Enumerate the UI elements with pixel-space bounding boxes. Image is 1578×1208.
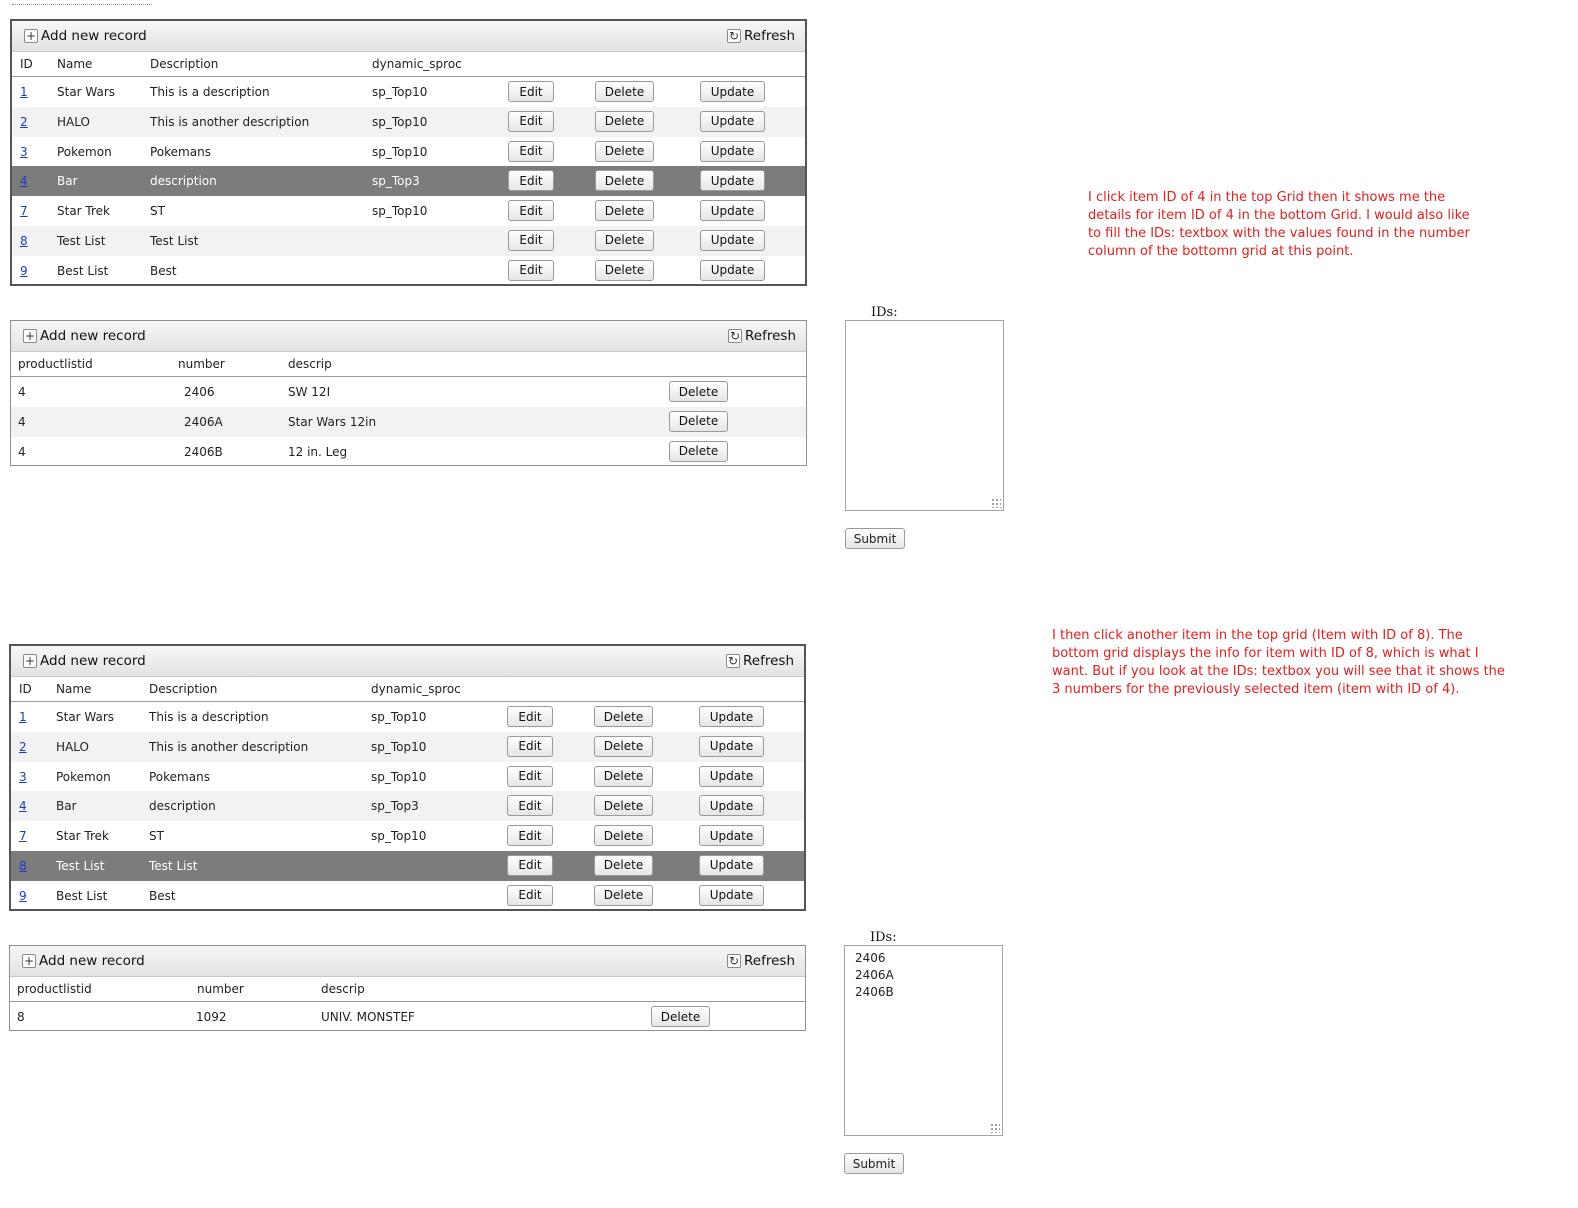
update-button[interactable]: Update — [699, 885, 764, 906]
edit-button[interactable]: Edit — [508, 230, 554, 251]
delete-button[interactable]: Delete — [595, 111, 654, 132]
name-cell: Star Trek — [56, 829, 109, 844]
edit-button[interactable]: Edit — [508, 81, 554, 102]
table-row[interactable] — [11, 851, 804, 881]
id-link[interactable]: 7 — [19, 829, 27, 844]
update-button[interactable]: Update — [700, 141, 765, 162]
name-cell: HALO — [56, 739, 89, 754]
submit-button[interactable]: Submit — [845, 528, 905, 549]
sproc-cell: sp_Top10 — [371, 710, 427, 724]
description-cell: This is a description — [149, 710, 269, 724]
refresh-label: Refresh — [744, 28, 795, 44]
sproc-cell: sp_Top10 — [372, 85, 428, 99]
column-header-description[interactable]: Description — [150, 57, 219, 71]
edit-button[interactable]: Edit — [507, 706, 553, 727]
update-button[interactable]: Update — [699, 825, 764, 846]
column-header-id[interactable]: ID — [20, 57, 33, 71]
id-link[interactable]: 4 — [19, 799, 27, 814]
sproc-cell: sp_Top10 — [372, 204, 428, 219]
add-new-record-label: Add new record — [39, 953, 145, 969]
id-link[interactable]: 2 — [20, 114, 28, 129]
delete-button[interactable]: Delete — [669, 441, 728, 462]
column-header-description[interactable]: Description — [149, 682, 218, 696]
annotation-note-2: I then click another item in the top grid (Item with ID of 8). The bottom grid displays the info for item with ID of 8, which is what I want. But if you look at the IDs: textbox you will see that it shows the 3 numbers for the previously selected item (item with ID of 4). — [1052, 628, 1505, 697]
column-header-dynamic-sproc[interactable]: dynamic_sproc — [372, 57, 462, 71]
delete-button[interactable]: Delete — [594, 825, 653, 846]
name-cell: Star Wars — [57, 85, 116, 99]
master-rows — [12, 77, 805, 286]
table-row[interactable] — [11, 881, 804, 911]
update-button[interactable]: Update — [699, 706, 764, 727]
name-cell: Pokemon — [56, 769, 111, 784]
column-header-descrip[interactable]: descrip — [321, 982, 365, 996]
id-link[interactable]: 3 — [19, 769, 27, 784]
delete-button[interactable]: Delete — [595, 230, 654, 251]
description-cell: description — [150, 174, 217, 189]
delete-button[interactable]: Delete — [594, 736, 653, 757]
id-link[interactable]: 9 — [20, 263, 28, 278]
descrip-cell: SW 12I — [288, 385, 331, 399]
refresh-button[interactable] — [728, 328, 796, 344]
update-button[interactable]: Update — [700, 170, 765, 191]
delete-button[interactable]: Delete — [595, 200, 654, 221]
detail-grid-1 — [10, 320, 807, 466]
descrip-cell: Star Wars 12in — [288, 414, 377, 429]
sproc-cell: sp_Top10 — [371, 739, 427, 754]
refresh-icon: ↻ — [728, 29, 740, 43]
edit-button[interactable]: Edit — [508, 200, 554, 221]
command-bar — [11, 646, 804, 677]
update-button[interactable]: Update — [699, 766, 764, 787]
refresh-label: Refresh — [745, 328, 796, 344]
master-rows — [11, 702, 804, 911]
ids-textbox[interactable] — [845, 320, 1004, 511]
command-bar — [10, 946, 805, 977]
column-header-descrip[interactable]: descrip — [288, 357, 332, 371]
delete-button[interactable]: Delete — [595, 260, 654, 281]
table-row[interactable] — [11, 821, 804, 851]
delete-button[interactable]: Delete — [651, 1006, 710, 1027]
clipped-top-text — [12, 0, 152, 5]
update-button[interactable]: Update — [700, 200, 765, 221]
name-cell: Best List — [56, 888, 108, 903]
edit-button[interactable]: Edit — [507, 736, 553, 757]
submit-button[interactable]: Submit — [844, 1153, 904, 1174]
description-cell: Test List — [150, 233, 199, 248]
column-header-name[interactable]: Name — [57, 57, 93, 71]
column-header-number[interactable]: number — [197, 982, 244, 996]
delete-button[interactable]: Delete — [594, 706, 653, 727]
description-cell: Best — [149, 888, 176, 903]
table-row[interactable] — [12, 256, 805, 286]
number-cell: 2406B — [184, 444, 223, 459]
description-cell: This is a description — [150, 85, 270, 99]
table-row[interactable] — [11, 791, 804, 821]
column-header-number[interactable]: number — [178, 357, 225, 371]
ids-label: IDs: — [871, 305, 898, 320]
detail-grid-2 — [9, 945, 806, 1031]
refresh-icon: ↻ — [729, 329, 741, 343]
column-header-productlistid[interactable]: productlistid — [17, 982, 92, 996]
table-row[interactable] — [11, 437, 806, 467]
sproc-cell: sp_Top3 — [372, 174, 420, 189]
header-row — [10, 977, 805, 1002]
update-button[interactable]: Update — [699, 855, 764, 876]
ids-textbox[interactable]: 2406 2406A 2406B — [844, 945, 1003, 1136]
edit-button[interactable]: Edit — [508, 141, 554, 162]
update-button[interactable]: Update — [700, 81, 765, 102]
edit-button[interactable]: Edit — [508, 111, 554, 132]
table-row[interactable] — [12, 107, 805, 137]
column-header-name[interactable]: Name — [56, 682, 92, 696]
descrip-cell: 12 in. Leg — [288, 444, 348, 459]
update-button[interactable]: Update — [699, 736, 764, 757]
description-cell: This is another description — [149, 739, 309, 754]
add-new-record-button[interactable] — [23, 328, 146, 344]
productlistid-cell: 4 — [18, 444, 26, 459]
description-cell: description — [149, 799, 216, 814]
table-row[interactable] — [11, 702, 804, 732]
plus-icon: + — [24, 329, 36, 343]
name-cell: Bar — [56, 799, 77, 814]
id-link[interactable]: 7 — [20, 204, 28, 219]
detail-rows — [11, 377, 806, 466]
edit-button[interactable]: Edit — [507, 825, 553, 846]
refresh-button[interactable] — [727, 953, 795, 969]
sproc-cell: sp_Top10 — [372, 144, 428, 159]
id-link[interactable]: 3 — [20, 144, 28, 159]
command-bar — [12, 21, 805, 52]
ids-label: IDs: — [870, 930, 897, 945]
sproc-cell: sp_Top10 — [372, 114, 428, 129]
table-row[interactable] — [11, 762, 804, 792]
delete-button[interactable]: Delete — [594, 855, 653, 876]
plus-icon: + — [25, 29, 37, 43]
edit-button[interactable]: Edit — [507, 855, 553, 876]
description-cell: Test List — [149, 858, 198, 873]
description-cell: ST — [149, 829, 164, 844]
column-header-productlistid[interactable]: productlistid — [18, 357, 93, 371]
add-new-record-button[interactable] — [22, 953, 145, 969]
add-new-record-label: Add new record — [41, 28, 147, 44]
resize-grip-icon[interactable] — [990, 1123, 1000, 1133]
add-new-record-button[interactable] — [24, 28, 147, 44]
column-header-dynamic-sproc[interactable]: dynamic_sproc — [371, 682, 461, 696]
name-cell: Test List — [57, 233, 106, 248]
update-button[interactable]: Update — [700, 260, 765, 281]
update-button[interactable]: Update — [700, 230, 765, 251]
name-cell: Best List — [57, 263, 109, 278]
table-row[interactable] — [12, 137, 805, 167]
column-header-id[interactable]: ID — [19, 682, 32, 696]
delete-button[interactable]: Delete — [594, 795, 653, 816]
refresh-label: Refresh — [743, 653, 794, 669]
refresh-button[interactable] — [726, 653, 794, 669]
master-grid-1 — [10, 19, 807, 286]
delete-button[interactable]: Delete — [669, 381, 728, 402]
table-row[interactable] — [12, 166, 805, 196]
table-row[interactable] — [11, 732, 804, 762]
sproc-cell: sp_Top10 — [371, 769, 427, 784]
plus-icon: + — [24, 654, 36, 668]
description-cell: ST — [150, 204, 165, 219]
description-cell: This is another description — [150, 114, 310, 129]
name-cell: Pokemon — [57, 144, 112, 159]
sproc-cell: sp_Top10 — [371, 829, 427, 844]
id-link[interactable]: 8 — [19, 858, 27, 873]
name-cell: Bar — [57, 174, 78, 189]
add-new-record-label: Add new record — [40, 328, 146, 344]
refresh-label: Refresh — [744, 953, 795, 969]
id-link[interactable]: 4 — [20, 174, 28, 189]
sproc-cell: sp_Top3 — [371, 799, 419, 814]
delete-button[interactable]: Delete — [595, 141, 654, 162]
delete-button[interactable]: Delete — [594, 885, 653, 906]
refresh-icon: ↻ — [727, 654, 739, 668]
delete-button[interactable]: Delete — [669, 411, 728, 432]
edit-button[interactable]: Edit — [508, 170, 554, 191]
name-cell: HALO — [57, 114, 90, 129]
header-row — [11, 677, 804, 702]
header-row — [12, 52, 805, 77]
description-cell: Best — [150, 263, 177, 278]
table-row[interactable] — [12, 226, 805, 256]
name-cell: Star Trek — [57, 204, 110, 219]
delete-button[interactable]: Delete — [595, 81, 654, 102]
id-link[interactable]: 9 — [19, 888, 27, 903]
table-row[interactable] — [11, 407, 806, 437]
master-grid-2 — [9, 644, 806, 911]
refresh-button[interactable] — [727, 28, 795, 44]
plus-icon: + — [23, 954, 35, 968]
edit-button[interactable]: Edit — [507, 885, 553, 906]
productlistid-cell: 4 — [18, 414, 26, 429]
id-link[interactable]: 1 — [20, 85, 28, 99]
update-button[interactable]: Update — [700, 111, 765, 132]
table-row[interactable] — [10, 1002, 805, 1032]
delete-button[interactable]: Delete — [595, 170, 654, 191]
command-bar — [11, 321, 806, 352]
edit-button[interactable]: Edit — [507, 766, 553, 787]
productlistid-cell: 8 — [17, 1010, 25, 1024]
annotation-note-1: I click item ID of 4 in the top Grid then it shows me the details for item ID of 4 in the bottom Grid. I would also like to fill the IDs: textbox with the values found in the number column of the bottomn grid at this point. — [1088, 190, 1470, 259]
edit-button[interactable]: Edit — [508, 260, 554, 281]
resize-grip-icon[interactable] — [991, 498, 1001, 508]
edit-button[interactable]: Edit — [507, 795, 553, 816]
description-cell: Pokemans — [149, 769, 210, 784]
name-cell: Star Wars — [56, 710, 115, 724]
table-row[interactable] — [12, 196, 805, 226]
descrip-cell: UNIV. MONSTEF — [321, 1010, 415, 1024]
id-link[interactable]: 2 — [19, 739, 27, 754]
table-row[interactable] — [11, 377, 806, 407]
id-link[interactable]: 1 — [19, 710, 27, 724]
add-new-record-label: Add new record — [40, 653, 146, 669]
number-cell: 1092 — [196, 1010, 227, 1024]
add-new-record-button[interactable] — [23, 653, 146, 669]
description-cell: Pokemans — [150, 144, 211, 159]
update-button[interactable]: Update — [699, 795, 764, 816]
delete-button[interactable]: Delete — [594, 766, 653, 787]
detail-rows — [10, 1002, 805, 1032]
number-cell: 2406A — [184, 414, 223, 429]
name-cell: Test List — [56, 858, 105, 873]
id-link[interactable]: 8 — [20, 233, 28, 248]
table-row[interactable] — [12, 77, 805, 107]
header-row — [11, 352, 806, 377]
number-cell: 2406 — [184, 385, 215, 399]
productlistid-cell: 4 — [18, 385, 26, 399]
refresh-icon: ↻ — [728, 954, 740, 968]
